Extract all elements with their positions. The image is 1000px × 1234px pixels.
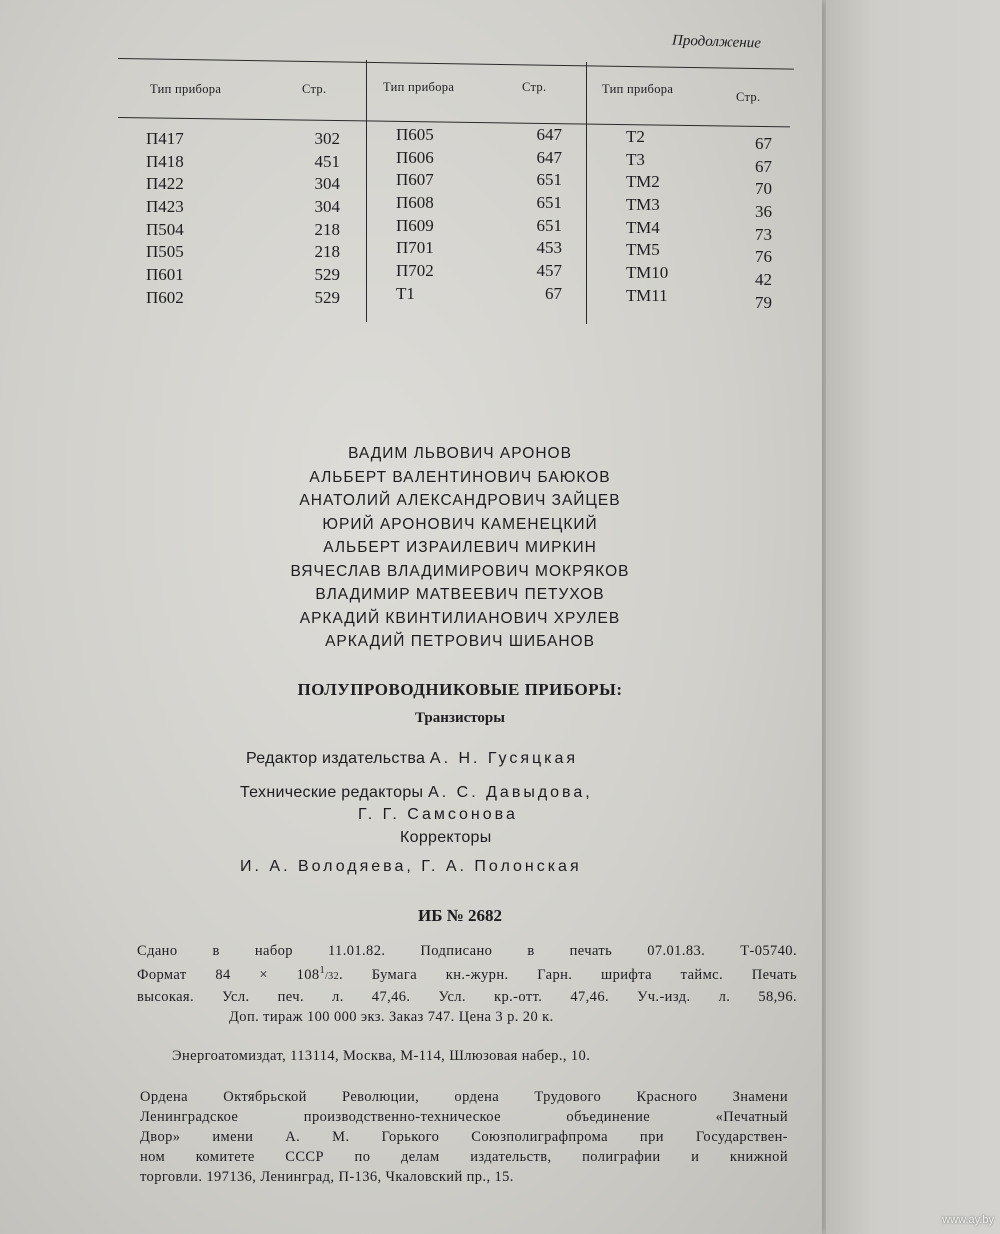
table-cell-type: Т2 (626, 127, 645, 146)
table-cell-type: П504 (146, 219, 184, 239)
print-data-line: высокая. Усл. печ. л. 47,46. Усл. кр.-отт. 47,46. Уч.-изд. л. 58,96. (137, 988, 797, 1005)
publisher-address (172, 1046, 772, 1066)
ib-number: ИБ № 2682 (417, 906, 503, 925)
author-name: АРКАДИЙ ПЕТРОВИЧ ШИБАНОВ (325, 633, 595, 650)
table-cell-type: П423 (146, 197, 184, 217)
table-cell-type: ТМ3 (626, 195, 660, 215)
table-cell-page: 67 (755, 134, 772, 153)
table-cell-page: 36 (755, 202, 772, 222)
correctors-names: И. А. Володяева, Г. А. Полонская (240, 858, 582, 875)
table-header-type: Тип прибора (602, 82, 674, 96)
author-name: АЛЬБЕРТ ИЗРАИЛЕВИЧ МИРКИН (323, 539, 597, 556)
table-header-type: Тип прибора (150, 82, 222, 96)
correctors-label: Корректоры (400, 829, 492, 846)
table-cell-type: П607 (396, 170, 434, 190)
print-data (137, 941, 797, 1027)
author-name: АЛЬБЕРТ ВАЛЕНТИНОВИЧ БАЮКОВ (309, 468, 611, 486)
table-cell-type: ТМ2 (626, 172, 660, 192)
table-cell-type: П601 (146, 265, 184, 285)
printer-line: торговли. 197136, Ленинград, П-136, Чкаловский пр., 15. (140, 1169, 514, 1185)
print-data-line: Сдано в набор 11.01.82. Подписано в печать 07.01.83. Т-05740. (137, 943, 797, 959)
author-name: АРКАДИЙ КВИНТИЛИАНОВИЧ ХРУЛЕВ (299, 609, 621, 627)
format-subscript: /32 (325, 970, 339, 982)
table-top-rule (118, 58, 794, 70)
authors-list (200, 442, 720, 654)
site-watermark: www.ay.by (942, 1214, 994, 1226)
author-name: АНАТОЛИЙ АЛЕКСАНДРОВИЧ ЗАЙЦЕВ (299, 492, 621, 509)
editor-credit (246, 750, 578, 768)
format-text: . Бумага кн.-журн. Гарн. шрифта таймс. Печать (338, 966, 797, 983)
printer-info (140, 1087, 788, 1187)
table-cell-page: 651 (536, 193, 562, 213)
print-data-line (137, 961, 797, 987)
table-cell-type: П422 (146, 174, 184, 194)
table-cell-page: 302 (314, 129, 340, 148)
table-cell-page: 76 (755, 247, 772, 267)
table-header-type: Тип прибора (383, 80, 455, 94)
table-column-types (396, 124, 476, 306)
table-cell-page: 79 (755, 292, 772, 312)
table-column-divider (366, 60, 367, 322)
publisher-line: Энергоатомиздат, 113114, Москва, М-114, Шлюзовая набер., 10. (172, 1048, 591, 1064)
table-cell-type: П417 (146, 129, 184, 148)
table-cell-page: 73 (755, 224, 772, 244)
table-cell-page: 453 (536, 238, 562, 258)
table-cell-type: ТМ5 (626, 240, 660, 260)
table-header-page: Стр. (302, 82, 327, 96)
table-cell-page: 457 (536, 261, 562, 281)
table-cell-type: Т3 (626, 149, 645, 169)
author-name: ВАДИМ ЛЬВОВИЧ АРОНОВ (348, 445, 572, 462)
table-cell-page: 304 (314, 174, 340, 194)
book-subtitle: Транзисторы (415, 710, 505, 726)
editor-label: Редактор издательства (246, 750, 426, 767)
table-cell-page: 651 (536, 170, 562, 190)
table-cell-page: 647 (536, 147, 562, 167)
print-data-line: Доп. тираж 100 000 экз. Заказ 747. Цена 3 р. 20 к. (229, 1008, 554, 1025)
tech-editors-label: Технические редакторы (240, 784, 424, 801)
table-column-pages (512, 124, 562, 306)
table-cell-page: 529 (314, 287, 340, 307)
printer-line: Ордена Октябрьской Революции, ордена Трудового Красного Знамени (140, 1089, 788, 1105)
table-cell-page: 218 (314, 219, 340, 239)
table-column-divider (586, 62, 587, 324)
table-cell-type: ТМ10 (626, 263, 669, 283)
table-column-types (146, 128, 226, 310)
author-name: ВЛАДИМИР МАТВЕЕВИЧ ПЕТУХОВ (315, 586, 605, 603)
table-cell-page: 42 (755, 270, 772, 290)
book-title: ПОЛУПРОВОДНИКОВЫЕ ПРИБОРЫ: (297, 680, 623, 699)
table-cell-page: 651 (536, 215, 562, 235)
table-cell-page: 304 (314, 197, 340, 217)
table-cell-type: Т1 (396, 283, 415, 303)
table-cell-page: 529 (314, 265, 340, 285)
table-cell-type: П505 (146, 242, 184, 262)
editor-name: А. Н. Гусяцкая (429, 750, 579, 767)
adjacent-page (826, 0, 1000, 1234)
printer-line: Ленинградское производственно-техническое объединение «Печатный (140, 1109, 788, 1125)
format-text: Формат 84 × 108 (137, 966, 320, 983)
printer-line: Двор» имени А. М. Горького Союзполиграфпрома при Государствен- (140, 1129, 788, 1145)
table-header-page: Стр. (522, 80, 547, 94)
author-name: ВЯЧЕСЛАВ ВЛАДИМИРОВИЧ МОКРЯКОВ (290, 562, 630, 580)
table-cell-page: 67 (545, 283, 562, 303)
table-column-types (626, 126, 706, 308)
table-cell-type: П609 (396, 215, 434, 235)
table-column-pages (722, 133, 772, 315)
table-column-pages (290, 128, 340, 310)
table-cell-page: 647 (536, 125, 562, 144)
author-name: ЮРИЙ АРОНОВИЧ КАМЕНЕЦКИЙ (322, 515, 598, 533)
tech-editors-credit (240, 784, 593, 802)
table-cell-type: ТМ4 (626, 217, 660, 237)
table-cell-type: П702 (396, 261, 434, 281)
table-cell-page: 67 (755, 156, 772, 176)
printer-line: ном комитете СССР по делам издательств, полиграфии и книжной (140, 1149, 788, 1165)
table-cell-type: П418 (146, 151, 184, 171)
table-cell-type: П606 (396, 147, 434, 167)
table-cell-type: П605 (396, 125, 434, 144)
tech-editor-name: Г. Г. Самсонова (358, 806, 518, 823)
table-cell-type: ТМ11 (626, 285, 668, 305)
table-cell-type: П701 (396, 238, 434, 258)
table-header-page: Стр. (736, 90, 761, 104)
table-cell-page: 451 (314, 151, 340, 171)
format-superscript: 1 (319, 965, 325, 976)
table-cell-page: 218 (314, 242, 340, 262)
table-cell-page: 70 (755, 179, 772, 199)
tech-editor-name: А. С. Давыдова, (428, 784, 593, 801)
table-cell-type: П602 (146, 287, 184, 307)
continuation-label: Продолжение (671, 32, 762, 52)
table-cell-type: П608 (396, 193, 434, 213)
